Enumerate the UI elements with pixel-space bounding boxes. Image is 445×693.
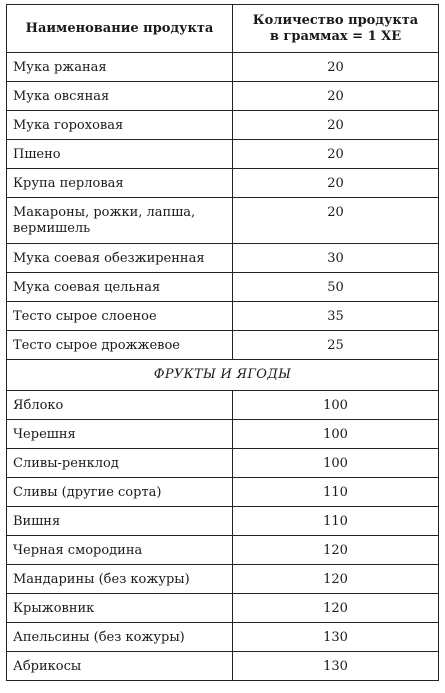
product-name-cell: Тесто сырое дрожжевое: [7, 331, 233, 360]
product-name-cell: Мука ржаная: [7, 53, 233, 82]
product-name-cell: Вишня: [7, 507, 233, 536]
product-amount-cell: 130: [233, 652, 439, 681]
table-row: [7, 198, 439, 244]
product-amount-cell: 100: [233, 391, 439, 420]
header-amount-line2: в граммах = 1 ХЕ: [269, 28, 402, 44]
product-name-cell: Апельсины (без кожуры): [7, 623, 233, 652]
product-amount-cell: 20: [233, 82, 439, 111]
table-row: [7, 507, 439, 536]
table-row: [7, 331, 439, 360]
table-header-row: [7, 5, 439, 53]
product-amount-cell: 120: [233, 594, 439, 623]
bread-units-table: [6, 4, 439, 681]
product-name-cell: Мука гороховая: [7, 111, 233, 140]
product-amount-cell: 20: [233, 169, 439, 198]
product-amount-cell: 20: [233, 53, 439, 82]
product-name-cell: Яблоко: [7, 391, 233, 420]
table-row: [7, 536, 439, 565]
product-amount-cell: 30: [233, 244, 439, 273]
product-amount-cell: 100: [233, 420, 439, 449]
table-row: [7, 273, 439, 302]
header-amount-line1: Количество продукта: [252, 12, 419, 28]
table-row: [7, 111, 439, 140]
table-row: [7, 391, 439, 420]
product-name-cell: Черная смородина: [7, 536, 233, 565]
table-row: [7, 478, 439, 507]
table-row: [7, 652, 439, 681]
table-row: [7, 449, 439, 478]
table-row: [7, 623, 439, 652]
table-row: [7, 594, 439, 623]
product-amount-cell: 20: [233, 140, 439, 169]
product-amount-cell: 25: [233, 331, 439, 360]
product-amount-cell: 35: [233, 302, 439, 331]
product-amount-cell: 120: [233, 536, 439, 565]
product-name-cell: Сливы (другие сорта): [7, 478, 233, 507]
product-name-cell: Крупа перловая: [7, 169, 233, 198]
product-amount-cell: 100: [233, 449, 439, 478]
product-name-cell: Мука соевая обезжиренная: [7, 244, 233, 273]
product-name-cell: Крыжовник: [7, 594, 233, 623]
table-row: [7, 244, 439, 273]
product-amount-cell: 20: [233, 111, 439, 140]
product-amount-cell: 110: [233, 478, 439, 507]
product-name-cell: Абрикосы: [7, 652, 233, 681]
header-product-name: Наименование продукта: [7, 5, 233, 53]
product-amount-cell: 50: [233, 273, 439, 302]
table-row: [7, 169, 439, 198]
table-row: [7, 53, 439, 82]
product-amount-cell: 120: [233, 565, 439, 594]
table-row: [7, 420, 439, 449]
product-name-cell: Мука соевая цельная: [7, 273, 233, 302]
product-amount-cell: 110: [233, 507, 439, 536]
header-product-amount: [233, 5, 439, 53]
product-name-cell: Тесто сырое слоеное: [7, 302, 233, 331]
product-name-cell: Мука овсяная: [7, 82, 233, 111]
table-row: [7, 82, 439, 111]
bread-units-table-container: [6, 4, 438, 681]
table-row: [7, 140, 439, 169]
section-heading-row: [7, 360, 439, 391]
table-row: [7, 302, 439, 331]
product-name-cell: Пшено: [7, 140, 233, 169]
product-name-cell: Черешня: [7, 420, 233, 449]
table-row: [7, 565, 439, 594]
product-name-cell: Сливы-ренклод: [7, 449, 233, 478]
product-amount-cell: 20: [233, 198, 439, 244]
product-name-cell: Макароны, рожки, лапша, вермишель: [7, 198, 233, 244]
product-name-cell: Мандарины (без кожуры): [7, 565, 233, 594]
product-amount-cell: 130: [233, 623, 439, 652]
section-heading-fruits-berries: ФРУКТЫ И ЯГОДЫ: [7, 360, 439, 391]
